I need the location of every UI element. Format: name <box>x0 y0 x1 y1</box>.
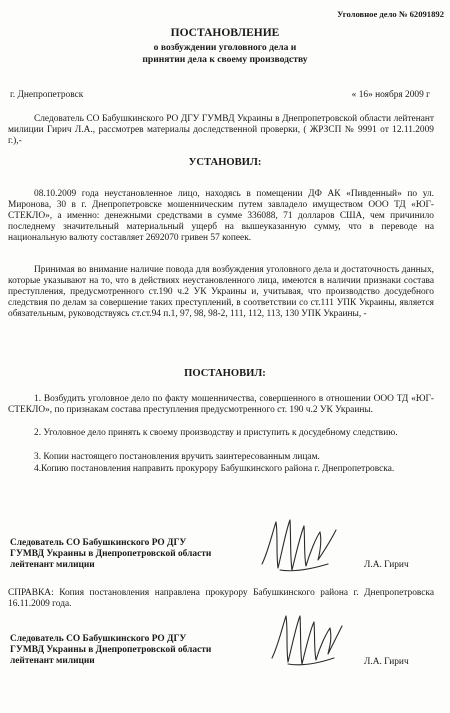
subtitle-line-2: принятии дела к своему производству <box>142 53 308 65</box>
resolved-item-4: 4.Копию постановления направить прокурору Бабушкинского района г. Днепропетровска. <box>34 464 395 474</box>
grounds-paragraph <box>8 265 434 320</box>
handwritten-signature-2 <box>268 608 344 672</box>
heading-resolved: ПОСТАНОВИЛ: <box>184 368 266 379</box>
signature-block-1: Следователь СО Бабушкинского РО ДГУ ГУМВД Украины в Днепропетровской области лейтенант милиции <box>10 538 212 571</box>
grounds-text: Принимая во внимание наличие повода для возбуждения уголовного дела и достаточность данных, которые указывают на то, что в действиях неустановленного лица, имеются в наличии признаки состава преступления, предусмотренного ст.190 ч.2 УК Украины и, учитывая, что производство досудебного следствия по делам за совершение таких преступлений, в соответствии со ст.111 УПК Украины, является обязательным, руководствуясь ст.ст.94 п.1, 97, 98, 98-2, 111, 112, 113, 130 УПК Украины, - <box>8 265 434 319</box>
intro-paragraph <box>8 114 434 147</box>
resolved-item-3: 3. Копии настоящего постановления вручить заинтересованным лицам. <box>34 452 320 462</box>
spravka-note: СПРАВКА: Копия постановления направлена прокурору Бабушкинского района г. Днепропетровска 16.11.2009 года. <box>8 588 434 609</box>
established-text: 08.10.2009 года неустановленное лицо, находясь в помещении ДФ АК «Пивденный» по ул. Миронова, 30 в г. Днепропетровске мошенническим путем завладело имуществом ООО ТД «ЮГ-СТЕКЛО», а именно: денежными средствами в сумме 336088, 71 долларов США, чем причинило последнему значительный материальный ущерб на вышеуказанную сумму, что в переводе на национальную валюту составляет 2692070 гривен 57 копеек. <box>8 189 434 243</box>
signer-name-2: Л.А. Гирич <box>364 657 409 667</box>
intro-text: Следователь СО Бабушкинского РО ДГУ ГУМВД Украины в Днепропетровской области лейтенант милиции Гирич Л.А., рассмотрев материалы доследственной проверки, ( ЖРЗСП № 9991 от 12.11.2009 г.),- <box>8 114 434 146</box>
resolved-item-1: 1. Возбудить уголовное дело по факту мошенничества, совершенного в отношении ООО ТД «ЮГ- СТЕКЛО», по признакам состава преступления предусмотренного ст. 190 ч.2 УК Украины. <box>8 394 434 415</box>
subtitle-line-1: о возбуждении уголовного дела и <box>153 42 297 53</box>
document-title: ПОСТАНОВЛЕНИЕ <box>170 27 280 39</box>
signature-block-2: Следователь СО Бабушкинского РО ДГУ ГУМВД Украины в Днепропетровской области лейтенант милиции <box>10 634 212 667</box>
heading-established: УСТАНОВИЛ: <box>188 157 262 168</box>
document-date: « 16» ноября 2009 г <box>351 90 430 100</box>
signer-name-1: Л.А. Гирич <box>364 560 409 570</box>
document-subtitle <box>0 42 450 65</box>
established-paragraph <box>8 189 434 244</box>
handwritten-signature-1 <box>258 512 338 578</box>
case-number: Уголовное дело № 62091892 <box>337 9 444 19</box>
resolved-item-2: 2. Уголовное дело принять к своему производству и приступить к досудебному следствию. <box>34 428 398 438</box>
city: г. Днепропетровск <box>10 90 84 100</box>
